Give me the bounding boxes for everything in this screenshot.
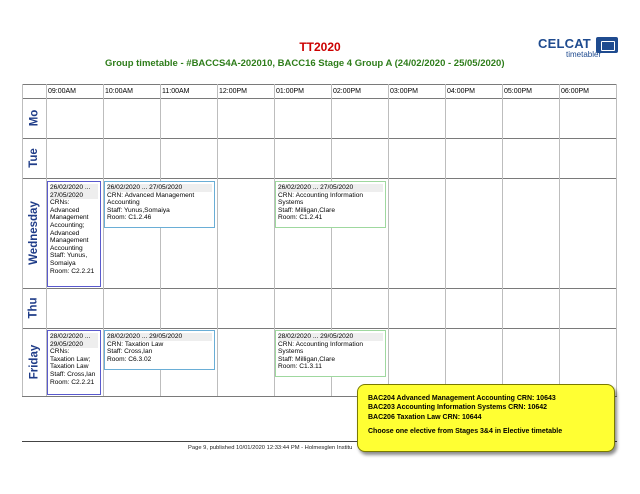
event-staff: Staff: Milligan,Clare xyxy=(278,355,336,363)
grid-line xyxy=(22,98,617,99)
event-wed-advanced-management-accounting[interactable] xyxy=(104,181,215,228)
event-staff: Staff: Milligan,Clare xyxy=(278,206,336,214)
event-course: CRN: Advanced Management Accounting xyxy=(107,191,195,207)
event-date: 26/02/2020 ... 27/05/2020 xyxy=(278,184,383,192)
event-room: Room: C1.3.11 xyxy=(278,363,322,371)
event-room: Room: C1.2.41 xyxy=(278,214,323,222)
event-date: 28/02/2020 ... 29/05/2020 xyxy=(278,333,383,341)
event-staff: Staff: Yunus, Somaiya xyxy=(50,252,88,267)
hour-label: 10:00AM xyxy=(105,88,134,95)
hour-label: 06:00PM xyxy=(561,88,590,95)
logo-subtext: timetabler xyxy=(566,50,602,59)
note-line: BAC203 Accounting Information Systems CRN: 10642 xyxy=(368,404,548,412)
event-courses: Advanced Management Accounting; Advanced Management Accounting xyxy=(50,206,89,252)
event-wed-accounting-information-systems[interactable] xyxy=(275,181,386,228)
hour-label: 09:00AM xyxy=(48,88,77,95)
note-line: BAC204 Advanced Management Accounting CRN: 10643 xyxy=(368,395,556,402)
hour-label: 04:00PM xyxy=(447,88,476,95)
event-wed-elective[interactable] xyxy=(47,181,101,287)
timetable-grid xyxy=(22,84,617,396)
event-room: Room: C2.2.21 xyxy=(50,267,95,275)
day-label-thursday: Thu xyxy=(27,297,40,319)
event-staff: Staff: Cross,Ian xyxy=(50,370,96,378)
event-fri-elective[interactable] xyxy=(47,330,101,395)
grid-line xyxy=(22,138,617,139)
grid-line xyxy=(388,84,389,396)
event-staff: Staff: Cross,Ian xyxy=(107,348,153,356)
note-line: BAC206 Taxation Law CRN: 10644 xyxy=(368,413,482,421)
note-instruction: Choose one elective from Stages 3&4 in Elective timetable xyxy=(368,428,563,436)
event-fri-accounting-information-systems[interactable] xyxy=(275,330,386,377)
event-course: CRN: Accounting Information Systems xyxy=(278,191,364,207)
logo-text: CELCAT xyxy=(538,36,591,51)
grid-line xyxy=(445,84,446,396)
timetable-subtitle: Group timetable - #BACCS4A-202010, BACC16 Stage 4 Group A (24/02/2020 - 25/05/2020) xyxy=(105,58,505,69)
celcat-logo xyxy=(538,36,620,62)
timetable-title: TT2020 xyxy=(299,40,341,54)
grid-line xyxy=(22,178,617,179)
event-date: 26/02/2020 ... 27/05/2020 xyxy=(50,184,98,199)
hour-label: 03:00PM xyxy=(390,88,419,95)
event-room: Room: C1.2.46 xyxy=(107,214,152,222)
grid-line xyxy=(502,84,503,396)
grid-line xyxy=(22,288,617,289)
event-date: 28/02/2020 ... 29/05/2020 xyxy=(107,333,212,341)
grid-line xyxy=(559,84,560,396)
event-crns: CRNs: xyxy=(50,199,70,207)
day-label-tuesday: Tue xyxy=(28,148,40,168)
footer-text: Page 9, published 10/01/2020 12:33:44 PM - Holmesglen Institu xyxy=(188,445,353,451)
event-staff: Staff: Yunus,Somaiya xyxy=(107,206,170,214)
hour-label: 05:00PM xyxy=(504,88,533,95)
hour-label: 11:00AM xyxy=(162,88,190,95)
grid-line xyxy=(616,84,617,396)
event-date: 26/02/2020 ... 27/05/2020 xyxy=(107,184,212,192)
hour-label: 12:00PM xyxy=(219,88,248,95)
hour-label: 02:00PM xyxy=(333,88,362,95)
grid-line xyxy=(22,84,617,85)
event-crns: CRNs: xyxy=(50,348,70,356)
elective-note xyxy=(357,384,615,452)
event-room: Room: C6.3.02 xyxy=(107,355,152,363)
hour-label: 01:00PM xyxy=(276,88,305,95)
event-course: CRN: Accounting Information Systems xyxy=(278,340,364,356)
day-label-monday: Mo xyxy=(27,109,40,127)
grid-line xyxy=(217,84,218,396)
event-room: Room: C2.2.21 xyxy=(50,378,95,386)
event-courses: Taxation Law; Taxation Law xyxy=(50,355,91,371)
event-fri-taxation-law[interactable] xyxy=(104,330,215,370)
event-course: CRN: Taxation Law xyxy=(107,340,164,348)
day-label-wednesday: Wednesday xyxy=(28,201,41,265)
event-date: 28/02/2020 ... 29/05/2020 xyxy=(50,333,98,348)
day-label-friday: Friday xyxy=(28,344,41,380)
grid-line xyxy=(22,328,617,329)
